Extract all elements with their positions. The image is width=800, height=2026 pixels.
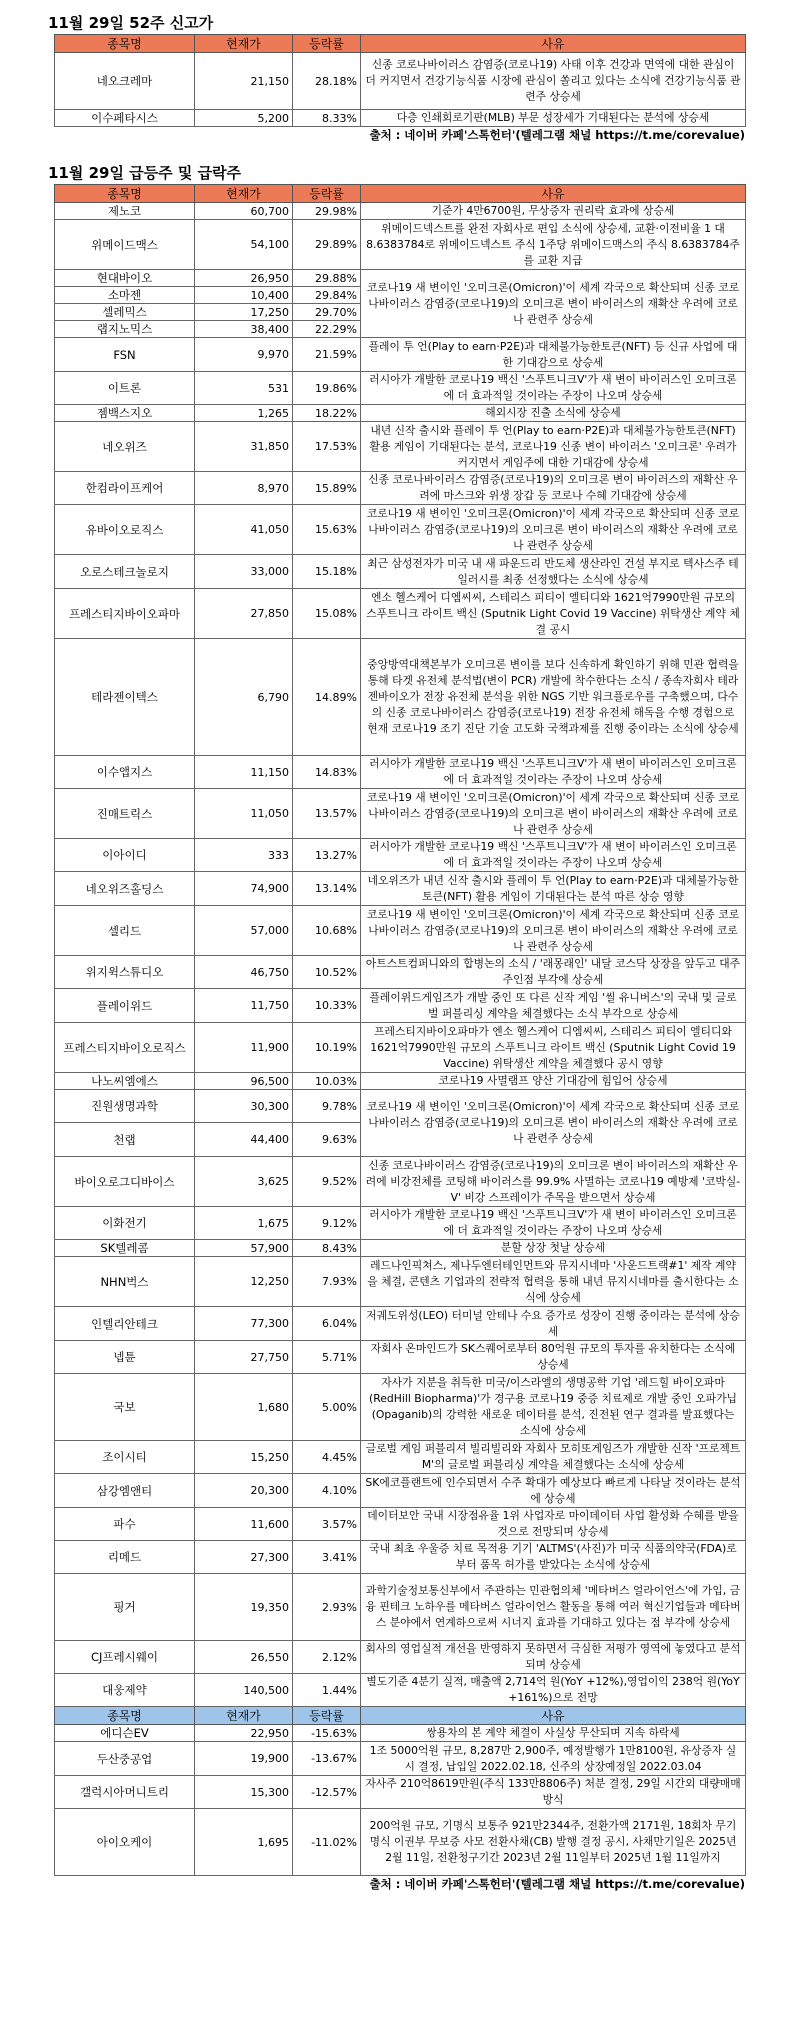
current-price: 27,300	[195, 1541, 293, 1574]
table-row	[55, 756, 746, 789]
change-rate: 13.27%	[293, 839, 361, 872]
stock-name: 제노코	[55, 203, 195, 220]
reason: 회사의 영업실적 개선을 반영하지 못하면서 극심한 저평가 영역에 놓였다고 분석되며 상승세	[361, 1641, 746, 1674]
stock-name: 위지윅스튜디오	[55, 956, 195, 989]
change-rate: 29.88%	[293, 270, 361, 287]
table-row	[55, 1742, 746, 1776]
change-rate: 9.52%	[293, 1157, 361, 1207]
change-rate: 14.89%	[293, 639, 361, 756]
reason: 코로나19 새 변이인 '오미크론(Omicron)'이 세계 각국으로 확산되며 신종 코로나바이러스 감염증(코로나19)의 오미크론 변이 바이러스의 재확산 우려에 코로나 관련주 상승세	[361, 270, 746, 338]
current-price: 1,675	[195, 1207, 293, 1240]
reason: 해외시장 진출 소식에 상승세	[361, 405, 746, 422]
current-price: 3,625	[195, 1157, 293, 1207]
current-price: 44,400	[195, 1123, 293, 1157]
stock-name: 네오크레마	[55, 53, 195, 110]
table-row	[55, 1541, 746, 1574]
change-rate: 15.63%	[293, 505, 361, 555]
stock-name: 갤럭시아머니트리	[55, 1776, 195, 1809]
change-rate: 5.00%	[293, 1374, 361, 1441]
table-row	[55, 338, 746, 372]
current-price: 11,900	[195, 1023, 293, 1073]
stock-name: 에디슨EV	[55, 1725, 195, 1742]
table-row	[55, 1574, 746, 1641]
change-rate: -15.63%	[293, 1725, 361, 1742]
col-header-reason: 사유	[361, 185, 746, 203]
source-note: 출처 : 네이버 카페'스톡헌터'(텔레그램 채널 https://t.me/corevalue)	[369, 1877, 745, 1891]
reason: 데이터보안 국내 시장점유율 1위 사업자로 마이데이터 사업 활성화 수혜를 받을 것으로 전망되며 상승세	[361, 1508, 746, 1541]
stock-name: 두산중공업	[55, 1742, 195, 1776]
stock-name: 한컴라이프케어	[55, 472, 195, 505]
current-price: 15,250	[195, 1441, 293, 1474]
change-rate: 8.33%	[293, 110, 361, 127]
change-rate: 14.83%	[293, 756, 361, 789]
stock-name: 셀레믹스	[55, 304, 195, 321]
table-row	[55, 203, 746, 220]
reason: 플레이위드게임즈가 개발 중인 또 다른 신작 게임 '씰 유니버스'의 국내 및 글로벌 퍼블리싱 계약을 체결했다는 소식 부각으로 상승세	[361, 989, 746, 1023]
reason: 별도기준 4분기 실적, 매출액 2,714억 원(YoY +12%),영업이익 238억 원(YoY +161%)으로 전망	[361, 1674, 746, 1707]
reason: 네오위즈가 내년 신작 출시와 플레이 투 언(Play to earn·P2E)과 대체불가능한토큰(NFT) 활용 게임이 기대된다는 분석 따른 상승 영향	[361, 872, 746, 906]
current-price: 96,500	[195, 1073, 293, 1090]
table-row	[55, 372, 746, 405]
change-rate: 7.93%	[293, 1257, 361, 1307]
change-rate: 21.59%	[293, 338, 361, 372]
stock-name: 프레스티지바이오파마	[55, 589, 195, 639]
stock-name: 테라젠이텍스	[55, 639, 195, 756]
current-price: 19,900	[195, 1742, 293, 1776]
change-rate: -12.57%	[293, 1776, 361, 1809]
current-price: 57,000	[195, 906, 293, 956]
change-rate: 4.45%	[293, 1441, 361, 1474]
stock-name: 파수	[55, 1508, 195, 1541]
table-row	[55, 1474, 746, 1508]
current-price: 33,000	[195, 555, 293, 589]
reason: 다층 인쇄회로기판(MLB) 부문 성장세가 기대된다는 분석에 상승세	[361, 110, 746, 127]
change-rate: 3.57%	[293, 1508, 361, 1541]
section-52week-high	[0, 12, 800, 143]
stock-name: 이수페타시스	[55, 110, 195, 127]
stock-name: 이수앱지스	[55, 756, 195, 789]
table-row	[55, 1674, 746, 1707]
table-row	[55, 505, 746, 555]
table-row	[55, 872, 746, 906]
change-rate: 4.10%	[293, 1474, 361, 1508]
reason: 자사가 지분을 취득한 미국/이스라엘의 생명공학 기업 '레드힐 바이오파마(RedHill Biopharma)'가 경구용 코로나19 중증 치료제로 개발 중인 오파가닙(Opaganib)의 강력한 새로운 데이터를 분석, 진전된 연구 결과를 발표했다는 소식에 상승세	[361, 1374, 746, 1441]
current-price: 140,500	[195, 1674, 293, 1707]
current-price: 30,300	[195, 1090, 293, 1123]
current-price: 5,200	[195, 110, 293, 127]
table-row	[55, 110, 746, 127]
col-header-name: 종목명	[55, 185, 195, 203]
stock-name: CJ프레시웨이	[55, 1641, 195, 1674]
table-row	[55, 1508, 746, 1541]
section-title: 11월 29일 급등주 및 급락주	[48, 164, 242, 182]
current-price: 531	[195, 372, 293, 405]
stock-name: 나노씨엠에스	[55, 1073, 195, 1090]
stock-name: 네오위즈홀딩스	[55, 872, 195, 906]
current-price: 60,700	[195, 203, 293, 220]
stock-name: 아이오케이	[55, 1809, 195, 1876]
change-rate: 10.52%	[293, 956, 361, 989]
current-price: 27,750	[195, 1341, 293, 1374]
reason: 신종 코로나바이러스 감염증(코로나19)의 오미크론 변이 바이러스의 재확산 우려에 마스크와 위생 장갑 등 코로나 수혜 기대감에 상승세	[361, 472, 746, 505]
reason: 프레스티지바이오파마가 엔소 헬스케어 디엠씨씨, 스테리스 피티이 엘티디와 1621억7990만원 규모의 스푸트니크 라이트 백신 (Sputnik Light Covid 19 Vaccine) 위탁생산 계약을 체결했다 공시 영향	[361, 1023, 746, 1073]
change-rate: -13.67%	[293, 1742, 361, 1776]
stock-name: 오로스테크놀로지	[55, 555, 195, 589]
current-price: 1,680	[195, 1374, 293, 1441]
table-row	[55, 1023, 746, 1073]
current-price: 15,300	[195, 1776, 293, 1809]
stock-name: 셀리드	[55, 906, 195, 956]
current-price: 10,400	[195, 287, 293, 304]
col-header-change: 등락률	[293, 35, 361, 53]
reason: 중앙방역대책본부가 오미크론 변이를 보다 신속하게 확인하기 위해 민관 협력을 통해 타겟 유전체 분석법(변이 PCR) 개발에 착수한다는 소식 / 종속자회사 테라젠바이오가 전장 유전체 분석을 위한 NGS 기반 워크플로우를 구축했으며, 다수의 신종 코로나바이러스 감염증(코로나19) 전장 유전체 해독을 수행 경험으로 현재 코로나19 조기 진단 기술 고도화 국책과제를 진행 중이라는 소식에 상승세	[361, 639, 746, 756]
table-row	[55, 906, 746, 956]
stock-name: 이트론	[55, 372, 195, 405]
surge-plunge-table	[54, 184, 746, 1876]
table-row	[55, 789, 746, 839]
current-price: 31,850	[195, 422, 293, 472]
current-price: 46,750	[195, 956, 293, 989]
stock-name: 조이시티	[55, 1441, 195, 1474]
change-rate: 13.14%	[293, 872, 361, 906]
current-price: 38,400	[195, 321, 293, 338]
change-rate: 29.84%	[293, 287, 361, 304]
change-rate: 10.33%	[293, 989, 361, 1023]
stock-name: 유바이오로직스	[55, 505, 195, 555]
table-row	[55, 1809, 746, 1876]
table-row	[55, 1776, 746, 1809]
change-rate: 8.43%	[293, 1240, 361, 1257]
table-row	[55, 53, 746, 110]
change-rate: 29.98%	[293, 203, 361, 220]
reason: 엔소 헬스케어 디엠씨씨, 스테리스 피티이 엘티디와 1621억7990만원 규모의 스푸트니크 라이트 백신 (Sputnik Light Covid 19 Vaccine) 위탁생산 계약 체결 공시	[361, 589, 746, 639]
stock-name: FSN	[55, 338, 195, 372]
change-rate: 28.18%	[293, 53, 361, 110]
reason: 위메이드넥스트를 완전 자회사로 편입 소식에 상승세, 교환·이전비율 1 대 8.6383784로 위메이드넥스트 주식 1주당 위메이드맥스의 주식 8.6383784주를 교환 지급	[361, 220, 746, 270]
stock-name: 리메드	[55, 1541, 195, 1574]
header-row	[55, 185, 746, 203]
change-rate: 9.12%	[293, 1207, 361, 1240]
table-row	[55, 989, 746, 1023]
reason: 국내 최초 우울증 치료 목적용 기기 'ALTMS'(사진)가 미국 식품의약국(FDA)로부터 품목 허가를 받았다는 소식에 상승세	[361, 1541, 746, 1574]
stock-name: 진매트릭스	[55, 789, 195, 839]
table-row	[55, 1341, 746, 1374]
reason: 쌍용차의 본 계약 체결이 사실상 무산되며 지속 하락세	[361, 1725, 746, 1742]
change-rate: 19.86%	[293, 372, 361, 405]
table-row	[55, 839, 746, 872]
table-row	[55, 1157, 746, 1207]
table-row	[55, 1641, 746, 1674]
table-row	[55, 1240, 746, 1257]
change-rate: 2.12%	[293, 1641, 361, 1674]
current-price: 22,950	[195, 1725, 293, 1742]
reason: 플레이 투 언(Play to earn·P2E)과 대체불가능한토큰(NFT) 등 신규 사업에 대한 기대감으로 상승세	[361, 338, 746, 372]
change-rate: 3.41%	[293, 1541, 361, 1574]
current-price: 11,150	[195, 756, 293, 789]
reason: 200억원 규모, 기명식 보통주 921만2344주, 전환가액 2171원, 18회차 무기명식 이권부 무보증 사모 전환사채(CB) 발행 결정 공시, 사채만기일은 2025년 2월 11일, 전환청구기간 2023년 2월 11일부터 2025년 1월 11일까지	[361, 1809, 746, 1876]
table-row	[55, 589, 746, 639]
table-row	[55, 1307, 746, 1341]
high-table	[54, 34, 746, 127]
current-price: 57,900	[195, 1240, 293, 1257]
stock-name: 천랩	[55, 1123, 195, 1157]
reason: 자회사 온마인드가 SK스퀘어로부터 80억원 규모의 투자를 유치한다는 소식에 상승세	[361, 1341, 746, 1374]
table-row	[55, 1207, 746, 1240]
stock-name: 바이오로그디바이스	[55, 1157, 195, 1207]
current-price: 41,050	[195, 505, 293, 555]
stock-name: 이아이디	[55, 839, 195, 872]
col-header-name: 종목명	[55, 35, 195, 53]
reason: 코로나19 새 변이인 '오미크론(Omicron)'이 세계 각국으로 확산되며 신종 코로나바이러스 감염증(코로나19)의 오미크론 변이 바이러스의 재확산 우려에 코로나 관련주 상승세	[361, 906, 746, 956]
current-price: 11,600	[195, 1508, 293, 1541]
change-rate: -11.02%	[293, 1809, 361, 1876]
reason: 아트스트컴퍼니와의 합병논의 소식 / '래몽래인' 내달 코스닥 상장을 앞두고 대주주인점 부각에 상승세	[361, 956, 746, 989]
change-rate: 15.89%	[293, 472, 361, 505]
current-price: 333	[195, 839, 293, 872]
current-price: 20,300	[195, 1474, 293, 1508]
current-price: 12,250	[195, 1257, 293, 1307]
change-rate: 9.78%	[293, 1090, 361, 1123]
current-price: 77,300	[195, 1307, 293, 1341]
table-row	[55, 220, 746, 270]
stock-name: 진원생명과학	[55, 1090, 195, 1123]
down-header-row	[55, 1707, 746, 1725]
table-row	[55, 1073, 746, 1090]
table-row	[55, 270, 746, 287]
down-col-header-name: 종목명	[55, 1707, 195, 1725]
change-rate: 17.53%	[293, 422, 361, 472]
current-price: 74,900	[195, 872, 293, 906]
stock-name: 인텔리안테크	[55, 1307, 195, 1341]
stock-name: NHN벅스	[55, 1257, 195, 1307]
change-rate: 22.29%	[293, 321, 361, 338]
stock-name: 프레스티지바이오로직스	[55, 1023, 195, 1073]
stock-name: 국보	[55, 1374, 195, 1441]
section-title: 11월 29일 52주 신고가	[48, 14, 214, 32]
table-row	[55, 639, 746, 756]
reason: 저궤도위성(LEO) 터미널 안테나 수요 증가로 성장이 진행 중이라는 분석에 상승세	[361, 1307, 746, 1341]
change-rate: 18.22%	[293, 405, 361, 422]
change-rate: 13.57%	[293, 789, 361, 839]
current-price: 11,050	[195, 789, 293, 839]
table-row	[55, 1374, 746, 1441]
change-rate: 10.03%	[293, 1073, 361, 1090]
stock-name: 이화전기	[55, 1207, 195, 1240]
current-price: 26,950	[195, 270, 293, 287]
stock-name: 소마젠	[55, 287, 195, 304]
down-col-header-price: 현재가	[195, 1707, 293, 1725]
col-header-change: 등락률	[293, 185, 361, 203]
table-row	[55, 1725, 746, 1742]
stock-name: 넵튠	[55, 1341, 195, 1374]
section-surge-plunge	[0, 162, 800, 1892]
stock-name: 플레이위드	[55, 989, 195, 1023]
stock-name: 젬백스지오	[55, 405, 195, 422]
reason: 자사주 210억8619만원(주식 133만8806주) 처분 결정, 29일 시간외 대량매매 방식	[361, 1776, 746, 1809]
change-rate: 9.63%	[293, 1123, 361, 1157]
down-col-header-change: 등락률	[293, 1707, 361, 1725]
table-row	[55, 1441, 746, 1474]
reason: 코로나19 새 변이인 '오미크론(Omicron)'이 세계 각국으로 확산되며 신종 코로나바이러스 감염증(코로나19)의 오미크론 변이 바이러스의 재확산 우려에 코로나 관련주 상승세	[361, 789, 746, 839]
reason: 과학기술정보통신부에서 주관하는 민관협의체 '메타버스 얼라이언스'에 가입, 금융 핀테크 노하우를 메타버스 얼라이언스 활동을 통해 여러 혁신기업들과 메타버스 분야에서 연계하으로써 시너지 효과를 기대하고 있다는 점 부각에 상승세	[361, 1574, 746, 1641]
source-note: 출처 : 네이버 카페'스톡헌터'(텔레그램 채널 https://t.me/corevalue)	[369, 128, 745, 142]
current-price: 6,790	[195, 639, 293, 756]
current-price: 19,350	[195, 1574, 293, 1641]
current-price: 21,150	[195, 53, 293, 110]
table-row	[55, 555, 746, 589]
col-header-price: 현재가	[195, 185, 293, 203]
stock-name: 대웅제약	[55, 1674, 195, 1707]
stock-name: 현대바이오	[55, 270, 195, 287]
reason: 신종 코로나바이러스 감염증(코로나19) 사태 이후 건강과 면역에 대한 관심이 더 커지면서 건강기능식품 시장에 관심이 쏠리고 있다는 소식에 건강기능식품 관련주 상승세	[361, 53, 746, 110]
stock-name: SK텔레콤	[55, 1240, 195, 1257]
current-price: 54,100	[195, 220, 293, 270]
current-price: 8,970	[195, 472, 293, 505]
reason: 글로벌 게임 퍼블리셔 빌리빌리와 자회사 모히또게임즈가 개발한 신작 '프로젝트M'의 글로벌 퍼블리싱 계약을 체결했다는 소식에 상승세	[361, 1441, 746, 1474]
col-header-price: 현재가	[195, 35, 293, 53]
change-rate: 15.18%	[293, 555, 361, 589]
stock-name: 위메이드맥스	[55, 220, 195, 270]
reason: 기준가 4만6700원, 무상증자 권리락 효과에 상승세	[361, 203, 746, 220]
current-price: 1,695	[195, 1809, 293, 1876]
col-header-reason: 사유	[361, 35, 746, 53]
change-rate: 1.44%	[293, 1674, 361, 1707]
reason: 내년 신작 출시와 플레이 투 언(Play to earn·P2E)과 대체불가능한토큰(NFT) 활용 게임이 기대된다는 분석, 코로나19 신종 변이 바이러스 '오미크론' 우려가 커지면서 게임주에 대한 기대감에 상승세	[361, 422, 746, 472]
header-row	[55, 35, 746, 53]
current-price: 1,265	[195, 405, 293, 422]
change-rate: 2.93%	[293, 1574, 361, 1641]
change-rate: 29.70%	[293, 304, 361, 321]
current-price: 9,970	[195, 338, 293, 372]
change-rate: 10.19%	[293, 1023, 361, 1073]
table-row	[55, 422, 746, 472]
table-row	[55, 472, 746, 505]
reason: 레드나인픽쳐스, 제나두엔터테인먼트와 뮤지시네마 '사운드트랙#1' 제작 계약을 체결, 콘텐츠 기업과의 전략적 협력을 통해 내년 뮤지시네마를 출시한다는 소식에 상승세	[361, 1257, 746, 1307]
reason: 러시아가 개발한 코로나19 백신 '스푸트니크V'가 새 변이 바이러스인 오미크론에 더 효과적일 것이라는 주장이 나오며 상승세	[361, 1207, 746, 1240]
current-price: 26,550	[195, 1641, 293, 1674]
table-row	[55, 405, 746, 422]
table-row	[55, 1090, 746, 1123]
stock-name: 랩지노믹스	[55, 321, 195, 338]
stock-name: 삼강엠앤티	[55, 1474, 195, 1508]
table-row	[55, 1257, 746, 1307]
change-rate: 15.08%	[293, 589, 361, 639]
reason: 신종 코로나바이러스 감염증(코로나19)의 오미크론 변이 바이러스의 재확산 우려에 비강전체를 코팅해 바이러스를 99.9% 사멸하는 코로나19 예방제 '코박실-V' 비강 스프레이가 주목을 받으면서 상승세	[361, 1157, 746, 1207]
reason: SK에코플랜트에 인수되면서 수주 확대가 예상보다 빠르게 나타날 것이라는 분석에 상승세	[361, 1474, 746, 1508]
reason: 최근 삼성전자가 미국 내 새 파운드리 반도체 생산라인 건설 부지로 텍사스주 테일러시를 최종 선정했다는 소식에 상승세	[361, 555, 746, 589]
reason: 코로나19 새 변이인 '오미크론(Omicron)'이 세계 각국으로 확산되며 신종 코로나바이러스 감염증(코로나19)의 오미크론 변이 바이러스의 재확산 우려에 코로나 관련주 상승세	[361, 505, 746, 555]
down-col-header-reason: 사유	[361, 1707, 746, 1725]
current-price: 27,850	[195, 589, 293, 639]
reason: 코로나19 사멸램프 양산 기대감에 힘입어 상승세	[361, 1073, 746, 1090]
reason: 코로나19 새 변이인 '오미크론(Omicron)'이 세계 각국으로 확산되며 신종 코로나바이러스 감염증(코로나19)의 오미크론 변이 바이러스의 재확산 우려에 코로나 관련주 상승세	[361, 1090, 746, 1157]
reason: 러시아가 개발한 코로나19 백신 '스푸트니크V'가 새 변이 바이러스인 오미크론에 더 효과적일 것이라는 주장이 나오며 상승세	[361, 839, 746, 872]
stock-name: 핑거	[55, 1574, 195, 1641]
reason: 러시아가 개발한 코로나19 백신 '스푸트니크V'가 새 변이 바이러스인 오미크론에 더 효과적일 것이라는 주장이 나오며 상승세	[361, 372, 746, 405]
stock-name: 네오위즈	[55, 422, 195, 472]
change-rate: 6.04%	[293, 1307, 361, 1341]
change-rate: 10.68%	[293, 906, 361, 956]
current-price: 11,750	[195, 989, 293, 1023]
change-rate: 5.71%	[293, 1341, 361, 1374]
reason: 1조 5000억원 규모, 8,287만 2,900주, 예정발행가 1만8100원, 유상증자 실시 결정, 납입일 2022.02.18, 신주의 상장예정일 2022.03.04	[361, 1742, 746, 1776]
change-rate: 29.89%	[293, 220, 361, 270]
reason: 분할 상장 첫날 상승세	[361, 1240, 746, 1257]
current-price: 17,250	[195, 304, 293, 321]
reason: 러시아가 개발한 코로나19 백신 '스푸트니크V'가 새 변이 바이러스인 오미크론에 더 효과적일 것이라는 주장이 나오며 상승세	[361, 756, 746, 789]
table-row	[55, 956, 746, 989]
